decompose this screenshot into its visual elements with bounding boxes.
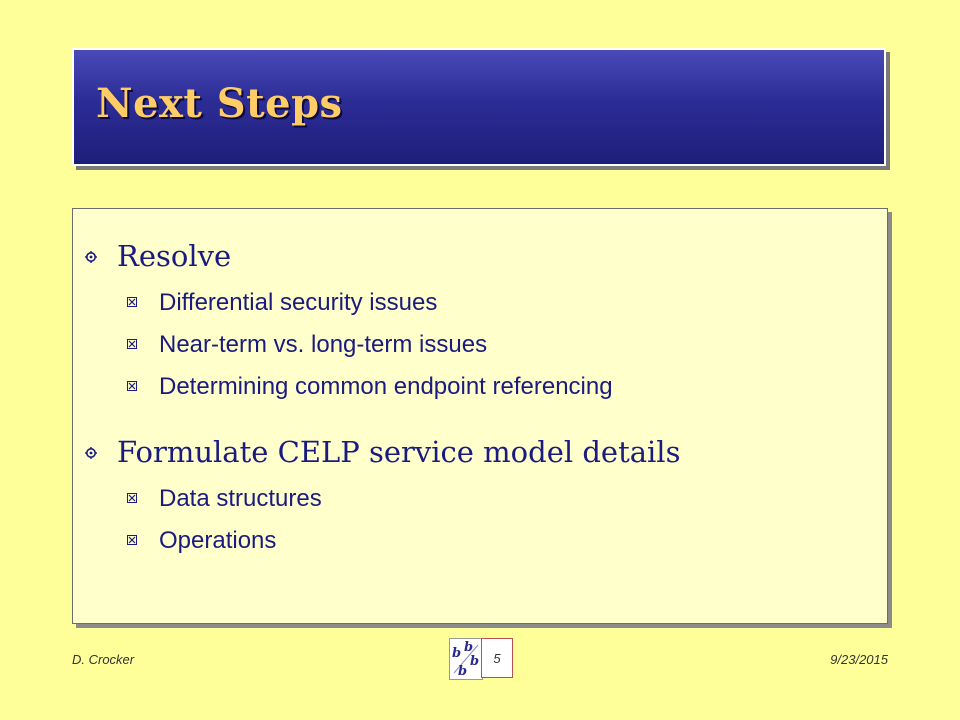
svg-text:b: b (452, 646, 462, 661)
cross-square-bullet-icon (127, 297, 137, 307)
bullet-text: Resolve (117, 239, 232, 273)
sub-bullet-item (73, 485, 873, 521)
logo (449, 638, 483, 680)
bullet-text: Formulate CELP service model details (117, 435, 681, 469)
bullet-item (73, 435, 873, 471)
bullet-item (73, 239, 873, 275)
svg-text:b: b (464, 640, 474, 655)
slide-title: Next Steps (96, 80, 343, 127)
sub-bullet-text: Operations (159, 527, 277, 554)
sub-bullet-text: Data structures (159, 485, 322, 512)
footer-author: D. Crocker (72, 652, 135, 667)
cross-square-bullet-icon (127, 381, 137, 391)
content-panel (72, 208, 888, 624)
svg-text:b: b (470, 654, 480, 669)
gear-bullet-icon (85, 251, 97, 263)
page-number: 5 (481, 638, 513, 678)
sub-bullet-item (73, 289, 873, 325)
title-banner (72, 48, 886, 166)
sub-bullet-text: Differential security issues (159, 289, 438, 316)
bbbb-logo-icon (450, 639, 482, 679)
sub-bullet-item (73, 373, 873, 409)
cross-square-bullet-icon (127, 493, 137, 503)
svg-text:b: b (458, 664, 468, 679)
footer-date: 9/23/2015 (830, 652, 888, 667)
sub-bullet-item (73, 527, 873, 563)
sub-bullet-text: Near-term vs. long-term issues (159, 331, 488, 358)
sub-bullet-text: Determining common endpoint referencing (159, 373, 613, 400)
cross-square-bullet-icon (127, 339, 137, 349)
cross-square-bullet-icon (127, 535, 137, 545)
gear-bullet-icon (85, 447, 97, 459)
sub-bullet-item (73, 331, 873, 367)
